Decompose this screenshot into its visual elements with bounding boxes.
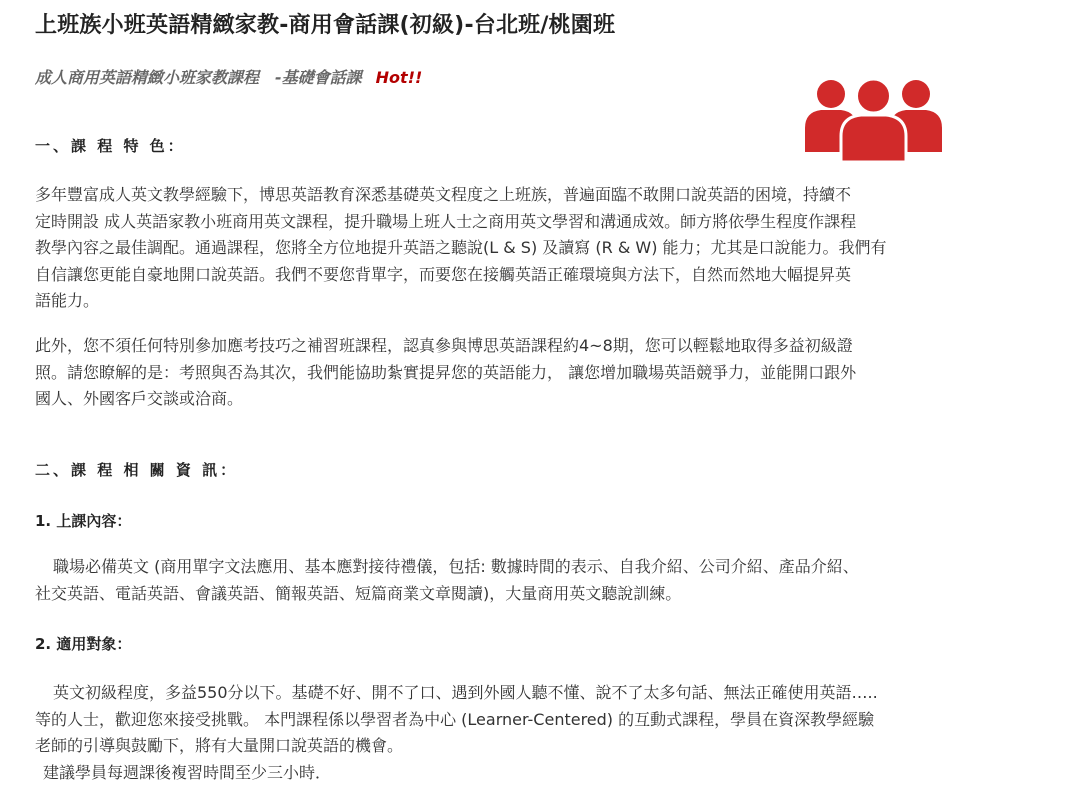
features-paragraph-2 — [35, 333, 1060, 413]
text-line: 職場必備英文 (商用單字文法應用、基本應對接待禮儀，包括: 數據時間的表示、自我介紹、公司介紹、產品介紹、 — [53, 557, 859, 576]
text-line: 教學內容之最佳調配。通過課程，您將全方位地提升英語之聽說(L & S) 及讀寫 (R & W) 能力；尤其是口說能力。我們有 — [35, 238, 887, 257]
text-line: 定時開設 成人英語家教小班商用英文課程，提升職場上班人士之商用英文學習和溝通成效。師方將依學生程度作課程 — [35, 211, 857, 231]
subtitle-text: 成人商用英語精緻小班家教課程 -基礎會話課 — [35, 68, 362, 87]
text-line: 等的人士，歡迎您來接受挑戰。 本門課程係以學習者為中心 (Learner-Centered) 的互動式課程，學員在資深教學經驗 — [35, 709, 875, 729]
text-line: 老師的引導與鼓勵下，將有大量開口說英語的機會。 — [35, 736, 404, 755]
section-heading-features: 一、課 程 特 色： — [35, 137, 186, 155]
section-heading-info: 二、課 程 相 關 資 訊： — [35, 461, 239, 479]
text-line: 語能力。 — [35, 291, 100, 310]
text-line: 照。請您瞭解的是：考照與否為其次，我們能協助紮實提昇您的英語能力， 讓您增加職場英語競爭力，並能開口跟外 — [35, 362, 857, 382]
text-line: 自信讓您更能自豪地開口說英語。我們不要您背單字，而要您在接觸英語正確環境與方法下，自然而然地大幅提昇英 — [35, 264, 852, 284]
text-line: 此外，您不須任何特別參加應考技巧之補習班課程，認真參與博思英語課程約4~8期，您可以輕鬆地取得多益初級證 — [35, 336, 853, 355]
subtitle — [35, 65, 422, 88]
text-line: 多年豐富成人英文教學經驗下，博思英語教育深悉基礎英文程度之上班族，普遍面臨不敢開口說英語的困境，持續不 — [35, 185, 852, 204]
features-paragraph-1 — [35, 182, 1060, 315]
hot-badge: Hot!! — [375, 68, 423, 87]
page-title: 上班族小班英語精緻家教-商用會話課(初級)-台北班/桃園班 — [35, 13, 616, 38]
text-line: 社交英語、電話英語、會議英語、簡報英語、短篇商業文章閱讀)，大量商用英文聽說訓練。 — [35, 583, 682, 603]
course-content-paragraph — [35, 554, 1060, 607]
text-line: 英文初級程度，多益550分以下。基礎不好、開不了口、遇到外國人聽不懂、說不了太多句話、無法正確使用英語….. — [53, 683, 878, 702]
target-audience-heading: 2. 適用對象： — [35, 635, 132, 653]
target-audience-paragraph — [35, 680, 1060, 786]
group-of-people-icon — [801, 72, 946, 162]
text-line: 國人、外國客戶交談或洽商。 — [35, 389, 244, 408]
course-content-heading: 1. 上課內容： — [35, 512, 132, 530]
text-line: 建議學員每週課後複習時間至少三小時． — [43, 762, 332, 782]
